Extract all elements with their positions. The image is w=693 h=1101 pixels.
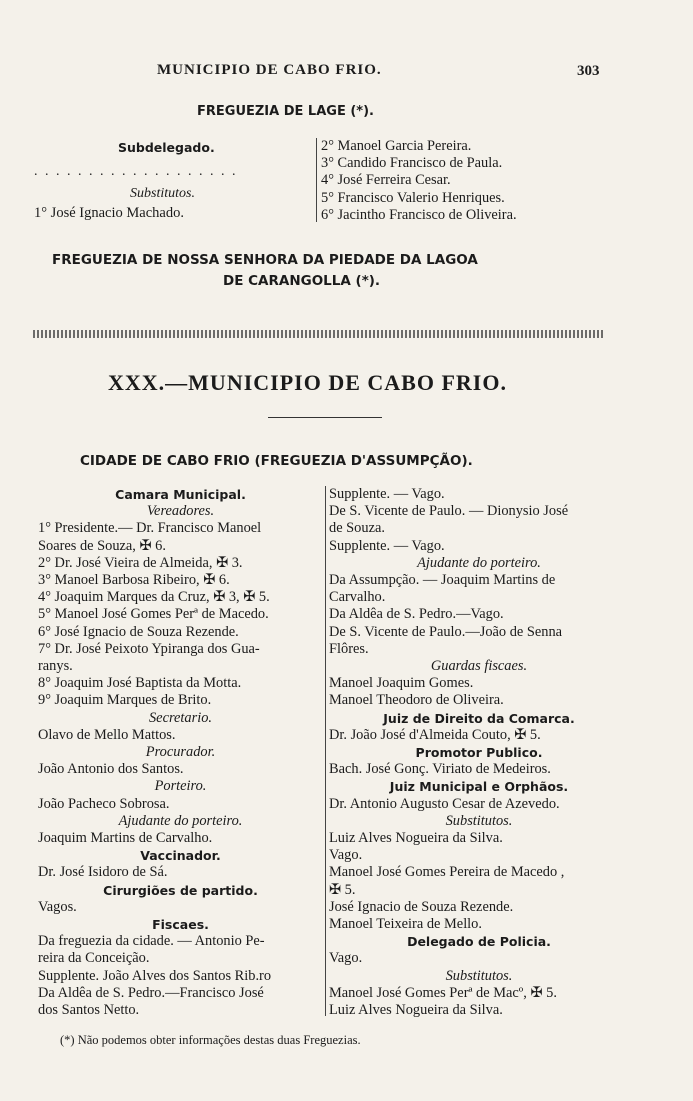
entry-line: Luiz Alves Nogueira da Silva. <box>329 830 503 847</box>
entry-line: De S. Vicente de Paulo. — Dionysio José <box>329 503 569 520</box>
footnote: (*) Não podemos obter informações destas duas Freguezias. <box>60 1033 361 1047</box>
subheading: Ajudante do porteiro. <box>417 554 541 571</box>
subheading: Ajudante do porteiro. <box>118 812 243 829</box>
cidade-title: CIDADE DE CABO FRIO (FREGUEZIA D'ASSUMPÇÃO). <box>80 453 473 469</box>
entry-line: 6° José Ignacio de Souza Rezende. <box>38 623 239 640</box>
list-item: 3° Candido Francisco de Paula. <box>321 155 503 172</box>
column-divider <box>316 138 317 222</box>
left-column <box>38 486 323 1019</box>
list-item: 5° Francisco Valerio Henriques. <box>321 189 505 206</box>
entry-line: Vago. <box>329 950 363 967</box>
section-heading: Juiz Municipal e Orphãos. <box>389 779 569 795</box>
subheading: Secretario. <box>148 709 212 726</box>
entry-line: 3° Manoel Barbosa Ribeiro, ✠ 6. <box>38 572 230 589</box>
entry-line: Manoel José Gomes Perª de Macº, ✠ 5. <box>329 984 557 1001</box>
section-heading: Cirurgiões de partido. <box>103 882 258 898</box>
subheading: Substitutos. <box>445 967 513 984</box>
leader-dots: . . . . . . . . . . . . . . . . . . . <box>34 164 238 179</box>
section-heading: Vaccinador. <box>140 848 221 864</box>
section-title: XXX.—MUNICIPIO DE CABO FRIO. <box>108 370 507 395</box>
entry-line: Olavo de Mello Mattos. <box>38 726 176 743</box>
entry-line: Bach. José Gonç. Viriato de Medeiros. <box>329 761 551 778</box>
lage-title: FREGUEZIA DE LAGE (*). <box>197 104 374 119</box>
entry-line: Joaquim Martins de Carvalho. <box>38 830 213 847</box>
entry-line: Supplente. — Vago. <box>329 486 445 502</box>
section-heading: Camara Municipal. <box>115 487 246 502</box>
entry-line: 8° Joaquim José Baptista da Motta. <box>38 675 242 692</box>
entry-line: ranys. <box>38 658 73 675</box>
entry-line: 1° Presidente.— Dr. Francisco Manoel <box>38 520 262 537</box>
entry-line: 9° Joaquim Marques de Brito. <box>38 692 212 709</box>
page-number: 303 <box>577 63 600 79</box>
entry-line: Soares de Souza, ✠ 6. <box>38 537 166 554</box>
entry-line: de Souza. <box>329 520 385 537</box>
entry-line: 2° Dr. José Vieira de Almeida, ✠ 3. <box>38 554 243 571</box>
column-divider <box>325 486 326 1016</box>
entry-line: Supplente. João Alves dos Santos Rib.ro <box>38 967 272 984</box>
subheading: Porteiro. <box>154 778 207 795</box>
entry-line: Manoel Joaquim Gomes. <box>329 675 474 692</box>
list-item: 6° Jacintho Francisco de Oliveira. <box>321 206 517 223</box>
entry-line: Da Aldêa de S. Pedro.—Vago. <box>329 606 504 623</box>
entry-line: Dr. João José d'Almeida Couto, ✠ 5. <box>329 726 541 743</box>
entry-line: Da Assumpção. — Joaquim Martins de <box>329 572 556 589</box>
entry-line: Manoel Theodoro de Oliveira. <box>329 692 504 709</box>
subheading: Substitutos. <box>445 812 513 829</box>
entry-line: Da Aldêa de S. Pedro.—Francisco José <box>38 984 264 1001</box>
entry-line: Carvalho. <box>329 589 386 606</box>
lage-right-list <box>321 138 517 224</box>
carangolla-title-line2: DE CARANGOLLA (*). <box>223 273 381 289</box>
entry-line: Luiz Alves Nogueira da Silva. <box>329 1002 503 1019</box>
entry-line: 4° Joaquim Marques da Cruz, ✠ 3, ✠ 5. <box>38 589 270 606</box>
entry-line: Flôres. <box>329 640 369 657</box>
entry-line: 7° Dr. José Peixoto Ypiranga dos Gua- <box>38 640 260 657</box>
entry-line: Da freguezia da cidade. — Antonio Pe- <box>38 933 265 950</box>
entry-line: 5° Manoel José Gomes Perª de Macedo. <box>38 606 269 623</box>
entry-line: Manoel Teixeira de Mello. <box>329 916 482 933</box>
entry-line: Supplente. — Vago. <box>329 537 445 554</box>
entry-line: Dr. José Isidoro de Sá. <box>38 864 168 881</box>
entry-line: De S. Vicente de Paulo.—João de Senna <box>329 623 563 640</box>
entry-line: João Pacheco Sobrosa. <box>38 795 170 812</box>
title-rule <box>268 417 382 418</box>
section-heading: Juiz de Direito da Comarca. <box>383 710 575 726</box>
entry-line: José Ignacio de Souza Rezende. <box>329 898 514 915</box>
subdelegado-heading: Subdelegado. <box>118 140 215 155</box>
section-heading: Promotor Publico. <box>415 745 543 761</box>
entry-line: Dr. Antonio Augusto Cesar de Azevedo. <box>329 795 560 812</box>
subheading: Procurador. <box>145 744 216 761</box>
wavy-rule <box>33 330 603 338</box>
carangolla-title-line1: FREGUEZIA DE NOSSA SENHORA DA PIEDADE DA LAGOA <box>52 252 478 268</box>
entry-line: dos Santos Netto. <box>38 1002 140 1019</box>
section-heading: Fiscaes. <box>152 917 209 933</box>
list-item: 2° Manoel Garcia Pereira. <box>321 138 472 154</box>
right-column <box>329 486 629 1019</box>
running-header: MUNICIPIO DE CABO FRIO. <box>157 62 382 78</box>
entry-line: Vagos. <box>38 898 77 915</box>
substituto-1: 1° José Ignacio Machado. <box>34 205 184 221</box>
entry-line: reira da Conceição. <box>38 950 150 967</box>
entry-line: Vago. <box>329 847 363 864</box>
entry-line: João Antonio dos Santos. <box>38 761 184 778</box>
substitutos-heading: Substitutos. <box>130 186 195 201</box>
entry-line: ✠ 5. <box>329 881 356 898</box>
entry-line: Manoel José Gomes Pereira de Macedo , <box>329 864 565 881</box>
list-item: 4° José Ferreira Cesar. <box>321 172 451 189</box>
section-heading: Delegado de Policia. <box>407 934 551 950</box>
subheading: Guardas fiscaes. <box>430 658 528 675</box>
subheading: Vereadores. <box>146 503 215 520</box>
